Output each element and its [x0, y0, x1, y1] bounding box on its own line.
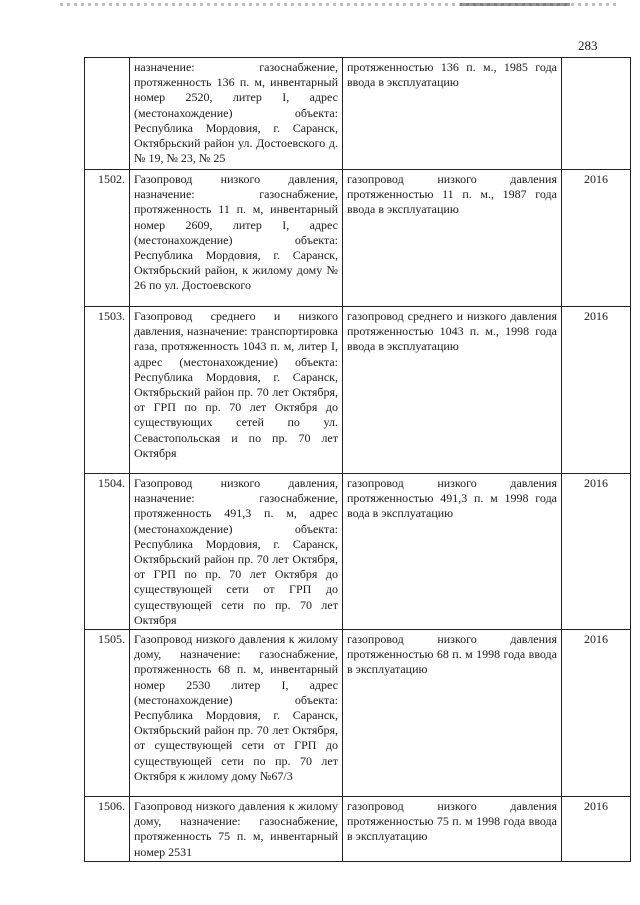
year: 2016 — [562, 170, 631, 307]
object-description: Газопровод низкого давления, назначение: газоснабжение, протяженность 11 п. м, инвентарный номер 2609, литер I, адрес (местонахождение) объекта: Республика Мордовия, г. Саранск, Октябрьский район, к жилому дому № 26 по ул. Достоевского — [130, 170, 343, 307]
object-characteristics: протяженностью 136 п. м., 1985 года ввода в эксплуатацию — [343, 58, 562, 170]
object-description: Газопровод низкого давления к жилому дому, назначение: газоснабжение, протяженность 75 п. м, инвентарный номер 2531 — [130, 797, 343, 862]
table-row — [85, 307, 631, 474]
table-row — [85, 630, 631, 797]
object-characteristics: газопровод среднего и низкого давления протяженностью 1043 п. м., 1998 года ввода в эксплуатацию — [343, 307, 562, 474]
row-number: 1504. — [85, 474, 130, 630]
table-row — [85, 474, 631, 630]
year: 2016 — [562, 474, 631, 630]
row-number: 1503. — [85, 307, 130, 474]
page-number: 283 — [578, 38, 598, 53]
property-registry-table — [84, 57, 631, 862]
object-characteristics: газопровод низкого давления протяженностью 11 п. м., 1987 года ввода в эксплуатацию — [343, 170, 562, 307]
year: 2016 — [562, 630, 631, 797]
row-number: 1506. — [85, 797, 130, 862]
object-characteristics: газопровод низкого давления протяженностью 75 п. м 1998 года ввода в эксплуатацию — [343, 797, 562, 862]
object-description: Газопровод низкого давления к жилому дому, назначение: газоснабжение, протяженность 68 п. м, инвентарный номер 2530 литер I, адрес (местонахождение) объекта: Республика Мордовия, г. Саранск, Октябрьский район пр. 70 лет Октября, от существующей сети от ГРП до существующей сети по пр. 70 лет Октября к жилому дому №67/3 — [130, 630, 343, 797]
table-row — [85, 170, 631, 307]
object-description: Газопровод среднего и низкого давления, назначение: транспортировка газа, протяженность 1043 п. м, литер I, адрес (местонахождение) объекта: Республика Мордовия, г. Саранск, Октябрьский район пр. 70 лет Октября, от ГРП по пр. 70 лет Октября до существующих сетей по ул. Севастопольская и по пр. 70 лет Октября — [130, 307, 343, 474]
table-row — [85, 58, 631, 170]
year — [562, 58, 631, 170]
object-characteristics: газопровод низкого давления протяженностью 491,3 п. м 1998 года вода в эксплуатацию — [343, 474, 562, 630]
object-characteristics: газопровод низкого давления протяженностью 68 п. м 1998 года ввода в эксплуатацию — [343, 630, 562, 797]
row-number: 1505. — [85, 630, 130, 797]
row-number — [85, 58, 130, 170]
year: 2016 — [562, 307, 631, 474]
object-description: назначение: газоснабжение, протяженность 136 п. м, инвентарный номер 2520, литер I, адрес (местонахождение) объекта: Республика Мордовия, г. Саранск, Октябрьский район ул. Достоевского д. № 19, № 23, № 25 — [130, 58, 343, 170]
object-description: Газопровод низкого давления, назначение: газоснабжение, протяженность 491,3 п. м, адрес (местонахождение) объекта: Республика Мордовия, г. Саранск, Октябрьский район пр. 70 лет Октября, от ГРП по пр. 70 лет Октября до существующей сети от ГРП до существующей сети по пр. 70 лет Октября — [130, 474, 343, 630]
year: 2016 — [562, 797, 631, 862]
row-number: 1502. — [85, 170, 130, 307]
scan-edge-artifact-dark — [460, 3, 570, 6]
table-row — [85, 797, 631, 862]
